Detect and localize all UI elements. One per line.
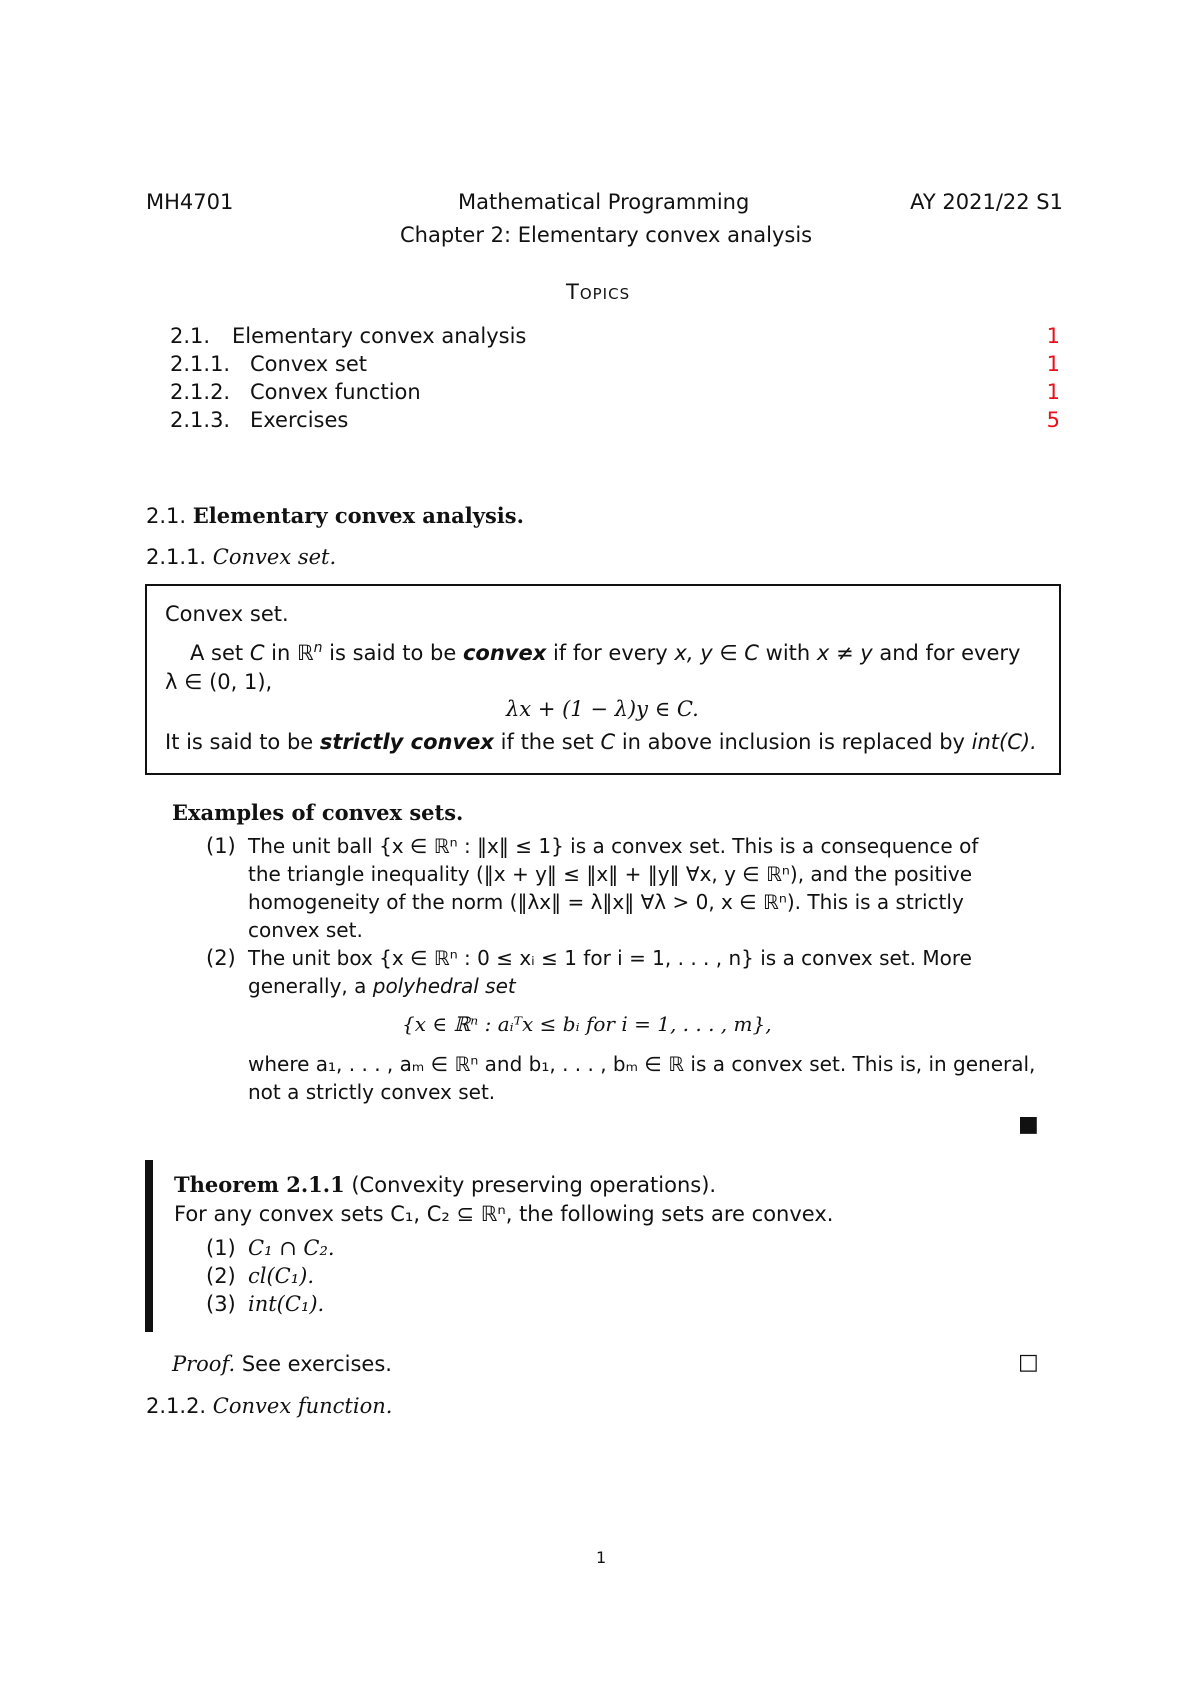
- term: AY 2021/22 S1: [910, 190, 1063, 214]
- course-code: MH4701: [146, 190, 234, 214]
- definition-line-2: λ ∈ (0, 1),: [165, 670, 273, 694]
- text-span: in ℝ: [264, 641, 314, 665]
- toc-entry[interactable]: [170, 380, 1060, 408]
- theorem-item-text: cl(C₁).: [248, 1264, 315, 1288]
- toc-entry[interactable]: [170, 408, 1060, 436]
- math-span: C: [600, 730, 616, 754]
- math-span: x, y: [674, 641, 713, 665]
- proof-label: Proof.: [172, 1352, 236, 1376]
- toc-entry-num: 2.1.1.: [170, 352, 231, 376]
- proof-text: See exercises.: [235, 1352, 392, 1376]
- theorem-item-text: C₁ ∩ C₂.: [248, 1236, 335, 1260]
- toc-entry-num: 2.1.3.: [170, 408, 231, 432]
- theorem-statement: For any convex sets C₁, C₂ ⊆ ℝⁿ, the following sets are convex.: [174, 1202, 834, 1226]
- toc-heading: Topics: [566, 280, 631, 304]
- subsection-heading: [146, 1394, 392, 1418]
- example-1-line: convex set.: [248, 918, 363, 942]
- math-span: int(C).: [971, 730, 1037, 754]
- toc-entry-page: 1: [1046, 352, 1060, 376]
- toc-entry-num: 2.1.: [170, 324, 211, 348]
- toc-entry-title: Convex function: [250, 380, 421, 404]
- text-span: if for every: [546, 641, 675, 665]
- theorem-item-label: (2): [206, 1264, 236, 1288]
- text-span: ≠: [829, 641, 861, 665]
- theorem-label: Theorem 2.1.1: [174, 1172, 345, 1197]
- toc-entry-title: Elementary convex analysis: [232, 324, 527, 348]
- emphasis-span: polyhedral set: [372, 974, 516, 998]
- toc-entry-title: Exercises: [250, 408, 349, 432]
- toc-entry[interactable]: [170, 324, 1060, 352]
- subsection-heading: [146, 545, 336, 569]
- theorem-bar: [145, 1160, 153, 1332]
- theorem-heading: [174, 1172, 716, 1197]
- subsection-number: 2.1.1.: [146, 545, 207, 569]
- example-1-label: (1): [206, 834, 236, 858]
- text-span: and for every: [872, 641, 1021, 665]
- section-title: Elementary convex analysis.: [192, 503, 524, 528]
- example-2-line: [248, 974, 516, 998]
- definition-line-3: [165, 730, 1037, 754]
- text-span: generally, a: [248, 974, 373, 998]
- subsection-title: Convex set.: [212, 545, 337, 569]
- example-2-label: (2): [206, 946, 236, 970]
- math-span: y: [860, 641, 873, 665]
- math-span: C: [249, 641, 265, 665]
- example-2-line: where a₁, . . . , aₘ ∈ ℝⁿ and b₁, . . . , bₘ ∈ ℝ is a convex set. This is, in general,: [248, 1052, 1036, 1076]
- subsection-title: Convex function.: [212, 1394, 393, 1418]
- theorem-item-text: int(C₁).: [248, 1292, 325, 1316]
- text-span: A set: [190, 641, 250, 665]
- example-1-line: The unit ball {x ∈ ℝⁿ : ‖x‖ ≤ 1} is a convex set. This is a consequence of: [248, 834, 979, 858]
- text-span: It is said to be: [165, 730, 320, 754]
- math-span: n: [313, 640, 323, 656]
- emphasis-span: strictly convex: [319, 730, 494, 754]
- emphasis-span: convex: [462, 641, 547, 665]
- toc-entry-title: Convex set: [250, 352, 367, 376]
- example-2-line: not a strictly convex set.: [248, 1080, 496, 1104]
- theorem-item-label: (1): [206, 1236, 236, 1260]
- text-span: is said to be: [322, 641, 463, 665]
- section-heading: [146, 503, 524, 528]
- example-1-line: homogeneity of the norm (‖λx‖ = λ‖x‖ ∀λ > 0, x ∈ ℝⁿ). This is a strictly: [248, 890, 964, 914]
- toc-entry-num: 2.1.2.: [170, 380, 231, 404]
- section-number: 2.1.: [146, 504, 187, 528]
- definition-line-1: [190, 640, 1020, 665]
- toc-entry-page: 1: [1046, 324, 1060, 348]
- theorem-title: (Convexity preserving operations).: [344, 1173, 717, 1197]
- qed-mark: □: [1018, 1350, 1039, 1375]
- polyhedral-formula: {x ∈ ℝⁿ : aᵢᵀx ≤ bᵢ for i = 1, . . . , m},: [402, 1012, 772, 1036]
- definition-title: Convex set.: [165, 602, 289, 626]
- course-title: Mathematical Programming: [458, 190, 750, 214]
- chapter-title: Chapter 2: Elementary convex analysis: [400, 223, 813, 247]
- example-2-line: The unit box {x ∈ ℝⁿ : 0 ≤ xᵢ ≤ 1 for i = 1, . . . , n} is a convex set. More: [248, 946, 972, 970]
- subsection-number: 2.1.2.: [146, 1394, 207, 1418]
- text-span: with: [758, 641, 817, 665]
- theorem-item-label: (3): [206, 1292, 236, 1316]
- toc-entry-page: 5: [1046, 408, 1060, 432]
- examples-heading: Examples of convex sets.: [172, 800, 464, 825]
- toc-entry-page: 1: [1046, 380, 1060, 404]
- end-of-example-mark: ■: [1018, 1112, 1039, 1137]
- text-span: in above inclusion is replaced by: [615, 730, 972, 754]
- page-number: 1: [596, 1548, 607, 1567]
- math-span: C: [744, 641, 759, 665]
- example-1-line: the triangle inequality (‖x + y‖ ≤ ‖x‖ + ‖y‖ ∀x, y ∈ ℝⁿ), and the positive: [248, 862, 973, 886]
- toc-entry[interactable]: [170, 352, 1060, 380]
- math-span: x: [816, 641, 830, 665]
- proof-line: [172, 1352, 392, 1376]
- text-span: if the set: [493, 730, 601, 754]
- definition-formula: λx + (1 − λ)y ∈ C.: [506, 697, 699, 721]
- text-span: ∈: [712, 641, 745, 665]
